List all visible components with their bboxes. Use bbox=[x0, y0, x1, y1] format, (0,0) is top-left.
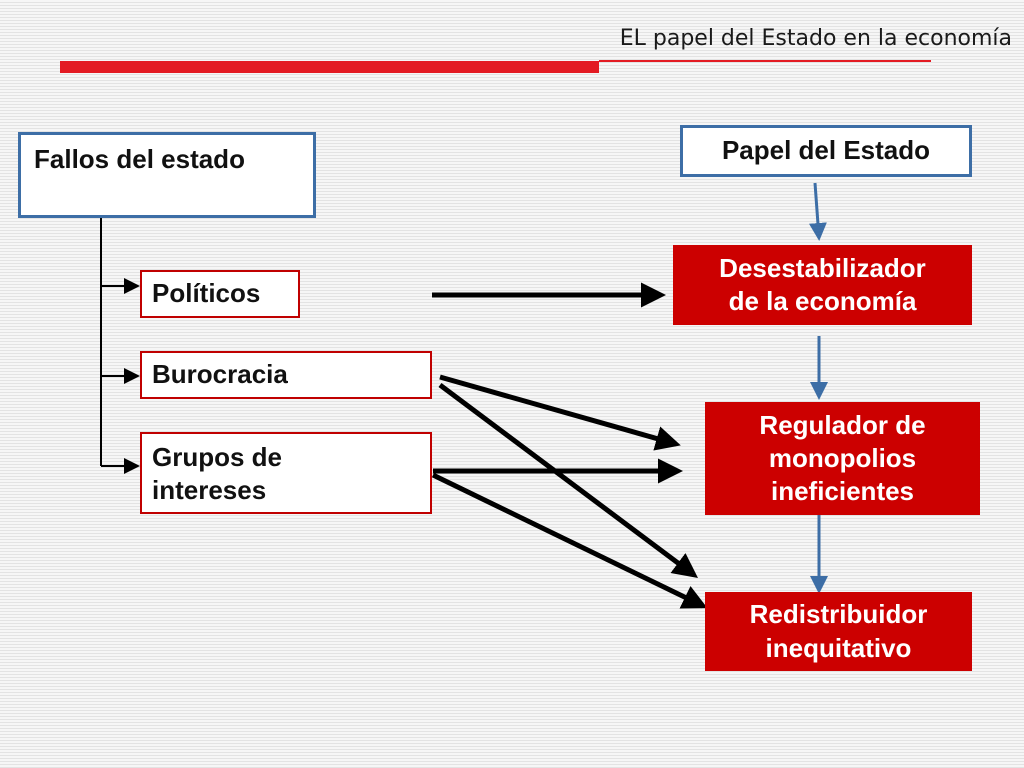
grupos-de-intereses-box bbox=[140, 432, 432, 514]
desestabilizador-box bbox=[673, 245, 972, 325]
papel-del-estado-label: Papel del Estado bbox=[721, 135, 931, 166]
politicos-label: Políticos bbox=[152, 278, 261, 309]
regulador-line-2: monopolios bbox=[768, 442, 917, 473]
arrow-papel-to-desestabilizador bbox=[815, 183, 819, 238]
regulador-line-3: ineficientes bbox=[770, 476, 915, 507]
burocracia-label: Burocracia bbox=[152, 359, 288, 390]
slide-title: EL papel del Estado en la economía bbox=[619, 26, 1012, 51]
fallos-del-estado-box bbox=[18, 132, 316, 218]
papel-del-estado-box bbox=[680, 125, 972, 177]
politicos-box bbox=[140, 270, 300, 318]
arrow-grupos-to-redistribuidor bbox=[433, 475, 703, 606]
redistribuidor-line-2: inequitativo bbox=[765, 632, 912, 663]
desestabilizador-line-2: de la economía bbox=[728, 286, 917, 316]
redistribuidor-line-1: Redistribuidor bbox=[749, 599, 928, 630]
desestabilizador-line-1: Desestabilizador bbox=[719, 252, 926, 283]
grupos-label-line-2: intereses bbox=[152, 475, 267, 506]
grupos-label-line-1: Grupos de bbox=[152, 442, 283, 472]
regulador-box bbox=[705, 402, 980, 515]
redistribuidor-box bbox=[705, 592, 972, 671]
regulador-line-1: Regulador de bbox=[759, 409, 926, 440]
fallos-del-estado-label: Fallos del estado bbox=[34, 144, 245, 174]
burocracia-box bbox=[140, 351, 432, 399]
